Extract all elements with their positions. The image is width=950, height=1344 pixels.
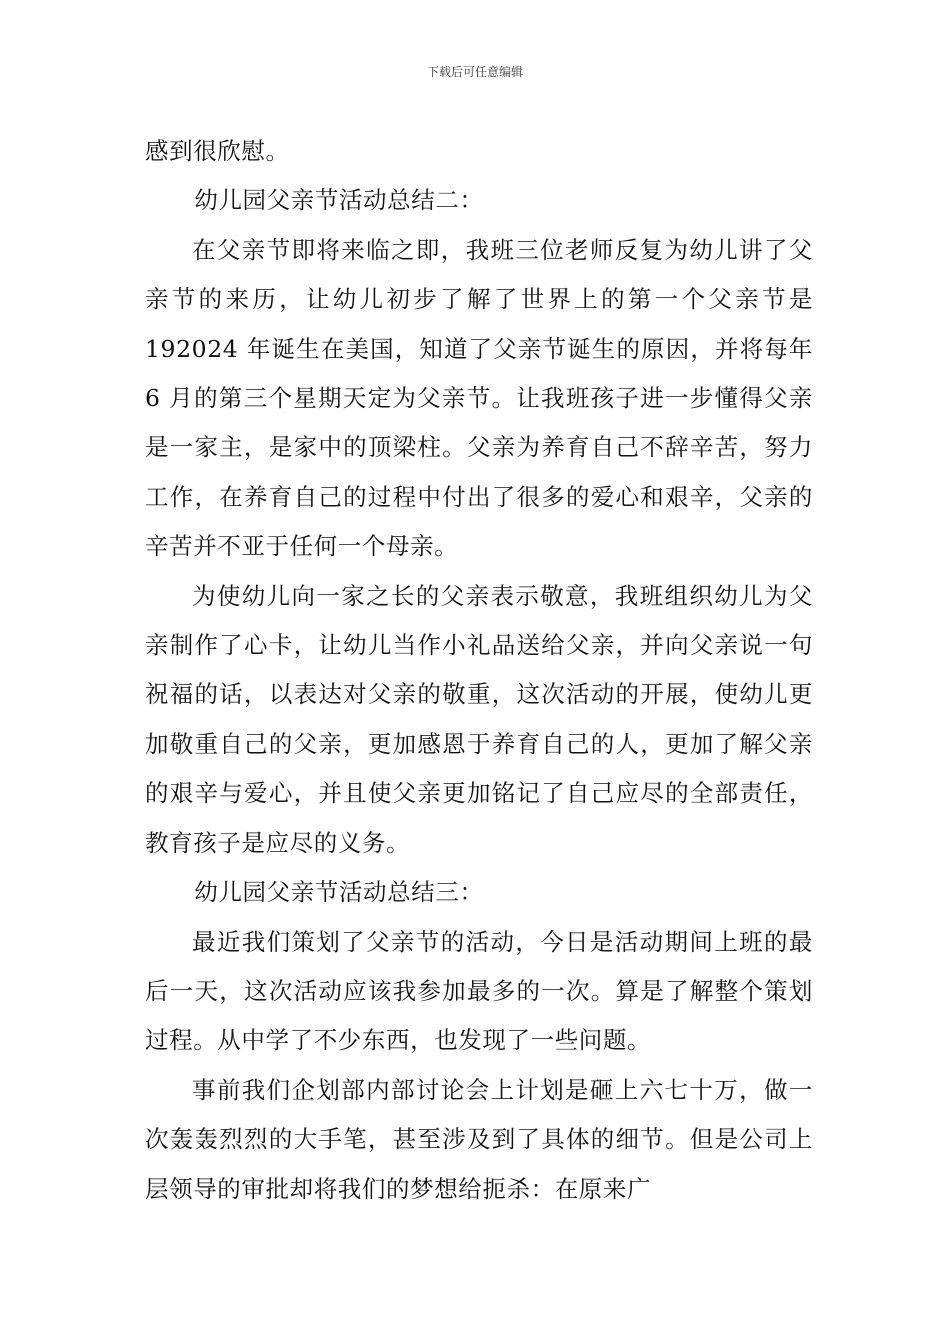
section-heading-3: 幼儿园父亲节活动总结三： bbox=[194, 878, 484, 907]
document-body bbox=[145, 127, 813, 1214]
paragraph: 为使幼儿向一家之长的父亲表示敬意，我班组织幼儿为父亲制作了心卡，让幼儿当作小礼品送给父亲，并向父亲说一句祝福的话，以表达对父亲的敬重，这次活动的开展，使幼儿更加敬重自己的父亲，更加感恩于养育自己的人，更加了解父亲的艰辛与爱心，并且使父亲更加铭记了自己应尽的全部责任，教育孩子是应尽的义务。 bbox=[145, 581, 813, 857]
paragraph: 事前我们企划部内部讨论会上计划是砸上六七十万，做一次轰轰烈烈的大手笔，甚至涉及到了具体的细节。但是公司上层领导的审批却将我们的梦想给扼杀：在原来广 bbox=[145, 1075, 813, 1203]
section-heading-2: 幼儿园父亲节活动总结二： bbox=[194, 186, 484, 215]
paragraph: 在父亲节即将来临之即，我班三位老师反复为幼儿讲了父亲节的来历，让幼儿初步了解了世界上的第一个父亲节是 192024 年诞生在美国，知道了父亲节诞生的原因，并将每年 6 月的第三个星期天定为父亲节。让我班孩子进一步懂得父亲是一家主，是家中的顶梁柱。父亲为养育自己不辞辛苦，努力工作，在养育自己的过程中付出了很多的爱心和艰辛，父亲的辛苦并不亚于任何一个母亲。 bbox=[145, 235, 813, 561]
page-header: 下载后可任意编辑 bbox=[426, 65, 523, 79]
paragraph-continuation: 感到很欣慰。 bbox=[145, 137, 290, 165]
paragraph: 最近我们策划了父亲节的活动，今日是活动期间上班的最后一天，这次活动应该我参加最多的一次。算是了解整个策划过程。从中学了不少东西，也发现了一些问题。 bbox=[145, 927, 813, 1055]
